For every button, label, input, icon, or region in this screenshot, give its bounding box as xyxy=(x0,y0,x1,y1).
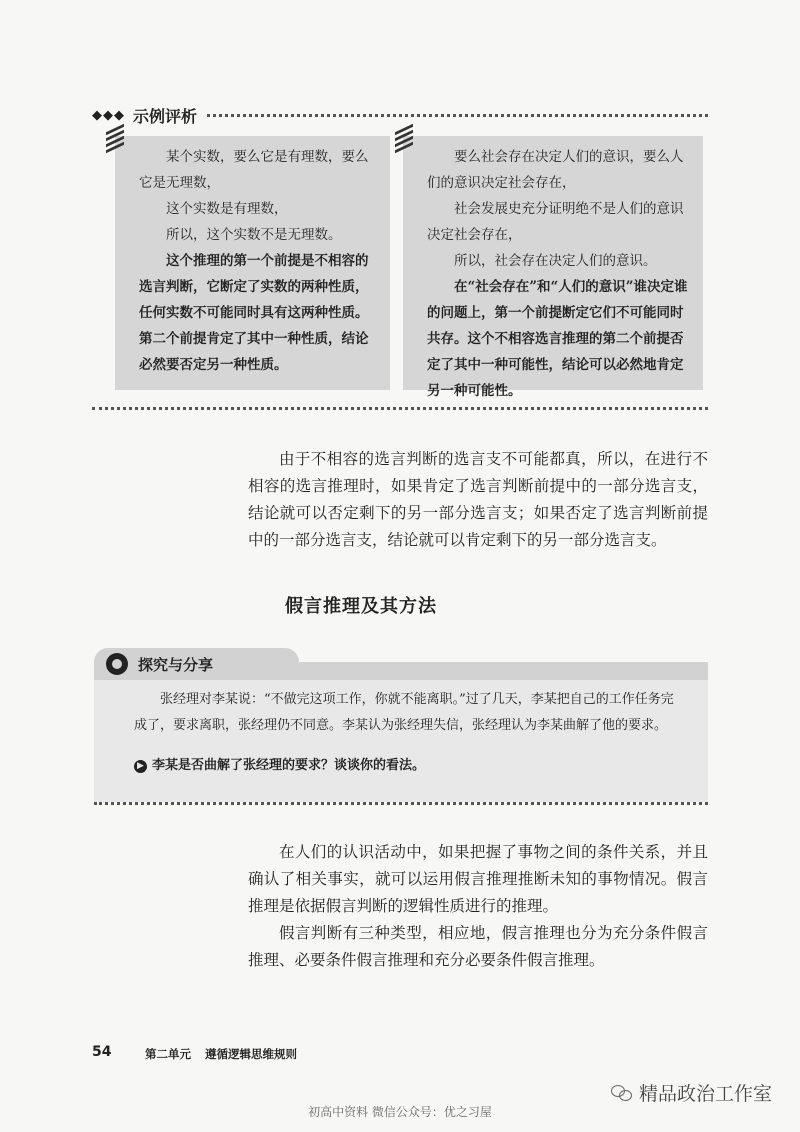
paragraph-text: 在人们的认识活动中，如果把握了事物之间的条件关系，并且确认了相关事实，就可以运用假言推理推断未知的事物情况。假言推理是依据假言判断的逻辑性质进行的推理。 xyxy=(248,843,708,915)
example-left-premise-1: 某个实数，要么它是有理数，要么它是无理数， xyxy=(139,149,369,191)
example-section-title: 示例评析 xyxy=(133,106,198,126)
header-dotted-rule xyxy=(207,114,708,117)
example-right-analysis: 在“社会存在”和“人们的意识”谁决定谁的问题上，第一个前提断定它们不可能同时共存。这个不相容选言推理的第二个前提否定了其中一种可能性，结论可以必然地肯定另一种可能性。 xyxy=(427,279,688,399)
share-question xyxy=(134,753,686,779)
body-paragraph-1 xyxy=(248,446,708,554)
example-right-premise-2: 社会发展史充分证明绝不是人们的意识决定社会存在， xyxy=(427,201,684,243)
share-tab xyxy=(94,648,299,680)
example-box-left xyxy=(115,136,390,390)
share-body xyxy=(94,680,708,802)
example-left-conclusion: 所以，这个实数不是无理数。 xyxy=(166,227,342,243)
unit-title: 遵循逻辑思维规则 xyxy=(205,1047,297,1061)
paragraph-text: 由于不相容的选言判断的选言支不可能都真，所以，在进行不相容的选言推理时，如果肯定了选言判断前提中的一部分选言支，结论就可以否定剩下的另一部分选言支；如果否定了选言判断前提中的一部分选言支，结论就可以肯定剩下的另一部分选言支。 xyxy=(248,450,708,549)
footer-note: 初高中资料 微信公众号：优之习屋 xyxy=(308,1105,492,1119)
wechat-icon xyxy=(611,1084,633,1102)
example-section-header xyxy=(92,103,708,127)
share-text: 张经理对李某说：“不做完这项工作，你就不能离职。”过了几天，李某把自己的工作任务完成了，要求离职，张经理仍不同意。李某认为张经理失信，张经理认为李某曲解了他的要求。 xyxy=(134,692,674,733)
share-dotted-rule xyxy=(94,802,708,805)
stripes-decoration-icon xyxy=(395,128,413,158)
example-left-premise-2: 这个实数是有理数， xyxy=(166,201,288,217)
example-right-premise-1: 要么社会存在决定人们的意识，要么人们的意识决定社会存在， xyxy=(427,149,684,191)
stripes-decoration-icon xyxy=(106,128,124,158)
section-heading: 假言推理及其方法 xyxy=(285,596,437,617)
paragraph-text: 假言判断有三种类型，相应地，假言推理也分为充分条件假言推理、必要条件假言推理和充分必要条件假言推理。 xyxy=(248,924,708,969)
unit-label: 第二单元 xyxy=(145,1047,191,1061)
example-left-analysis: 这个推理的第一个前提是不相容的选言判断，它断定了实数的两种性质，任何实数不可能同时具有这两种性质。第二个前提肯定了其中一种性质，结论必然要否定另一种性质。 xyxy=(139,253,369,373)
page-number: 54 xyxy=(92,1044,112,1060)
watermark xyxy=(611,1079,772,1106)
share-badge-icon xyxy=(106,653,128,675)
example-right-conclusion: 所以，社会存在决定人们的意识。 xyxy=(454,253,657,269)
diamond-bullets-icon: ◆◆◆ xyxy=(92,107,125,123)
share-question-text: 李某是否曲解了张经理的要求？谈谈你的看法。 xyxy=(152,758,426,773)
section-dotted-rule xyxy=(92,407,708,410)
body-paragraph-2 xyxy=(248,839,708,974)
watermark-text: 精品政治工作室 xyxy=(638,1083,772,1105)
arrow-bullet-icon: ▶ xyxy=(134,760,147,773)
example-box-right xyxy=(403,136,703,399)
share-title: 探究与分享 xyxy=(138,655,214,674)
